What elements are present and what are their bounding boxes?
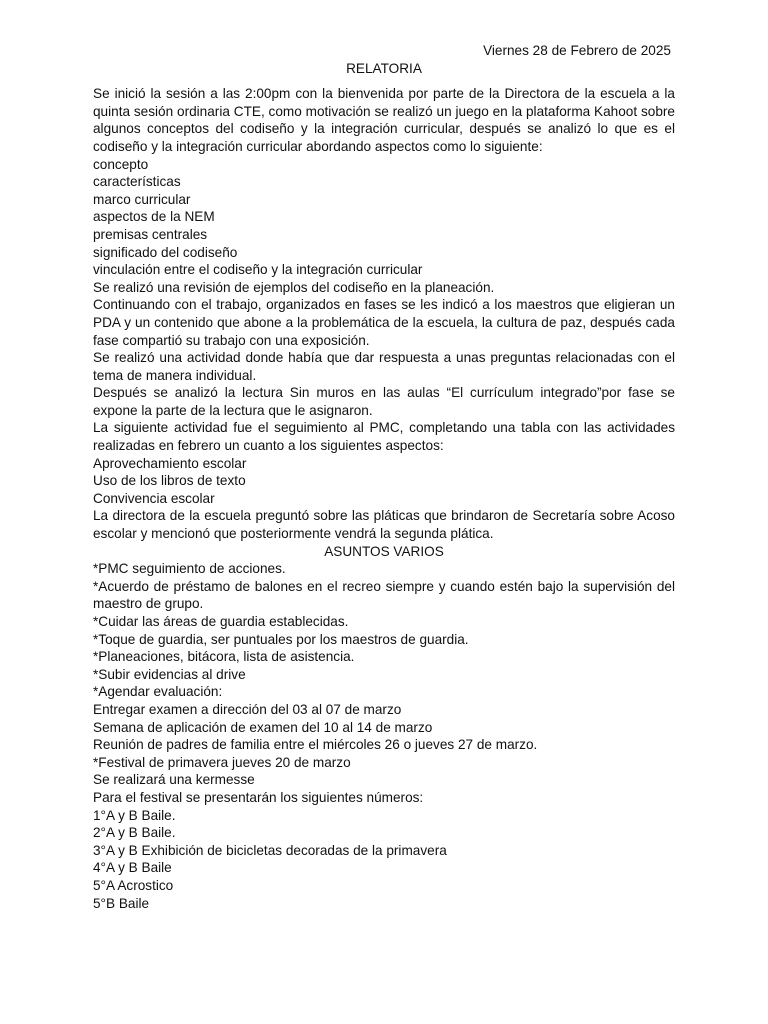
list-item: características bbox=[93, 174, 181, 190]
list-item: 1°A y B Baile. bbox=[93, 807, 176, 823]
asuntos-list bbox=[93, 560, 675, 912]
document-title: RELATORIA bbox=[346, 60, 422, 76]
revision-paragraph: Se realizó una revisión de ejemplos del codiseño en la planeación. bbox=[93, 279, 495, 295]
asuntos-title: ASUNTOS VARIOS bbox=[324, 543, 444, 559]
list-item: significado del codiseño bbox=[93, 244, 238, 260]
list-item: Para el festival se presentarán los siguientes números: bbox=[93, 789, 424, 805]
pmc-paragraph: La siguiente actividad fue el seguimiento al PMC, completando una tabla con las actividades realizadas en febrero un cuanto a los siguientes aspectos: bbox=[93, 420, 675, 454]
list-item: *Festival de primavera jueves 20 de marzo bbox=[93, 754, 351, 770]
list-item: 5°A Acrostico bbox=[93, 877, 174, 893]
list-item: *Agendar evaluación: bbox=[93, 684, 223, 700]
list-item: *Acuerdo de préstamo de balones en el recreo siempre y cuando estén bajo la supervisión del maestro de grupo. bbox=[93, 578, 675, 612]
list-item: Semana de aplicación de examen del 10 al 14 de marzo bbox=[93, 719, 433, 735]
document-date: Viernes 28 de Febrero de 2025 bbox=[483, 43, 671, 58]
list-item: premisas centrales bbox=[93, 226, 208, 242]
list-item: aspectos de la NEM bbox=[93, 209, 215, 225]
list-item: concepto bbox=[93, 156, 149, 172]
pmc-aspects-list bbox=[93, 455, 675, 508]
list-item: *Planeaciones, bitácora, lista de asistencia. bbox=[93, 649, 355, 665]
list-item: Aprovechamiento escolar bbox=[93, 455, 247, 471]
list-item: 5°B Baile bbox=[93, 895, 150, 911]
list-item: *Subir evidencias al drive bbox=[93, 666, 246, 682]
list-item: vinculación entre el codiseño y la integración curricular bbox=[93, 262, 423, 278]
list-item: marco curricular bbox=[93, 191, 191, 207]
list-item: 4°A y B Baile bbox=[93, 860, 172, 876]
list-item: *PMC seguimiento de acciones. bbox=[93, 561, 286, 577]
list-item: *Cuidar las áreas de guardia establecidas. bbox=[93, 614, 349, 629]
preguntas-paragraph: Se realizó una actividad donde había que dar respuesta a unas preguntas relacionadas con el tema de manera individual. bbox=[93, 350, 675, 383]
list-item: Convivencia escolar bbox=[93, 490, 215, 506]
list-item: 3°A y B Exhibición de bicicletas decoradas de la primavera bbox=[93, 842, 447, 858]
lectura-paragraph: Después se analizó la lectura Sin muros en las aulas “El currículum integrado”por fase se expone la parte de la lectura que le asignaron. bbox=[93, 385, 675, 418]
directora-paragraph: La directora de la escuela preguntó sobre las pláticas que brindaron de Secretaría sobre Acoso escolar y mencionó que posteriormente vendrá la segunda plática. bbox=[93, 508, 675, 542]
list-item: Reunión de padres de familia entre el miércoles 26 o jueves 27 de marzo. bbox=[93, 737, 538, 753]
intro-paragraph: Se inició la sesión a las 2:00pm con la bienvenida por parte de la Directora de la escuela a la quinta sesión ordinaria CTE, como motivación se realizó un juego en la plataforma Kahoot sobre algunos conceptos del codiseño y la integración curricular, después se analizó lo que es el codiseño y la integración curricular abordando aspectos como lo siguiente: bbox=[93, 86, 675, 154]
list-item: Uso de los libros de texto bbox=[93, 473, 246, 489]
list-item: 2°A y B Baile. bbox=[93, 825, 176, 841]
list-item: *Toque de guardia, ser puntuales por los maestros de guardia. bbox=[93, 631, 469, 647]
fases-paragraph: Continuando con el trabajo, organizados en fases se les indicó a los maestros que eligieran un PDA y un contenido que abone a la problemática de la escuela, la cultura de paz, después cada fase compartió su trabajo con una exposición. bbox=[93, 297, 675, 348]
aspects-list bbox=[93, 156, 675, 279]
list-item: Se realizará una kermesse bbox=[93, 772, 255, 788]
list-item: Entregar examen a dirección del 03 al 07 de marzo bbox=[93, 701, 402, 717]
